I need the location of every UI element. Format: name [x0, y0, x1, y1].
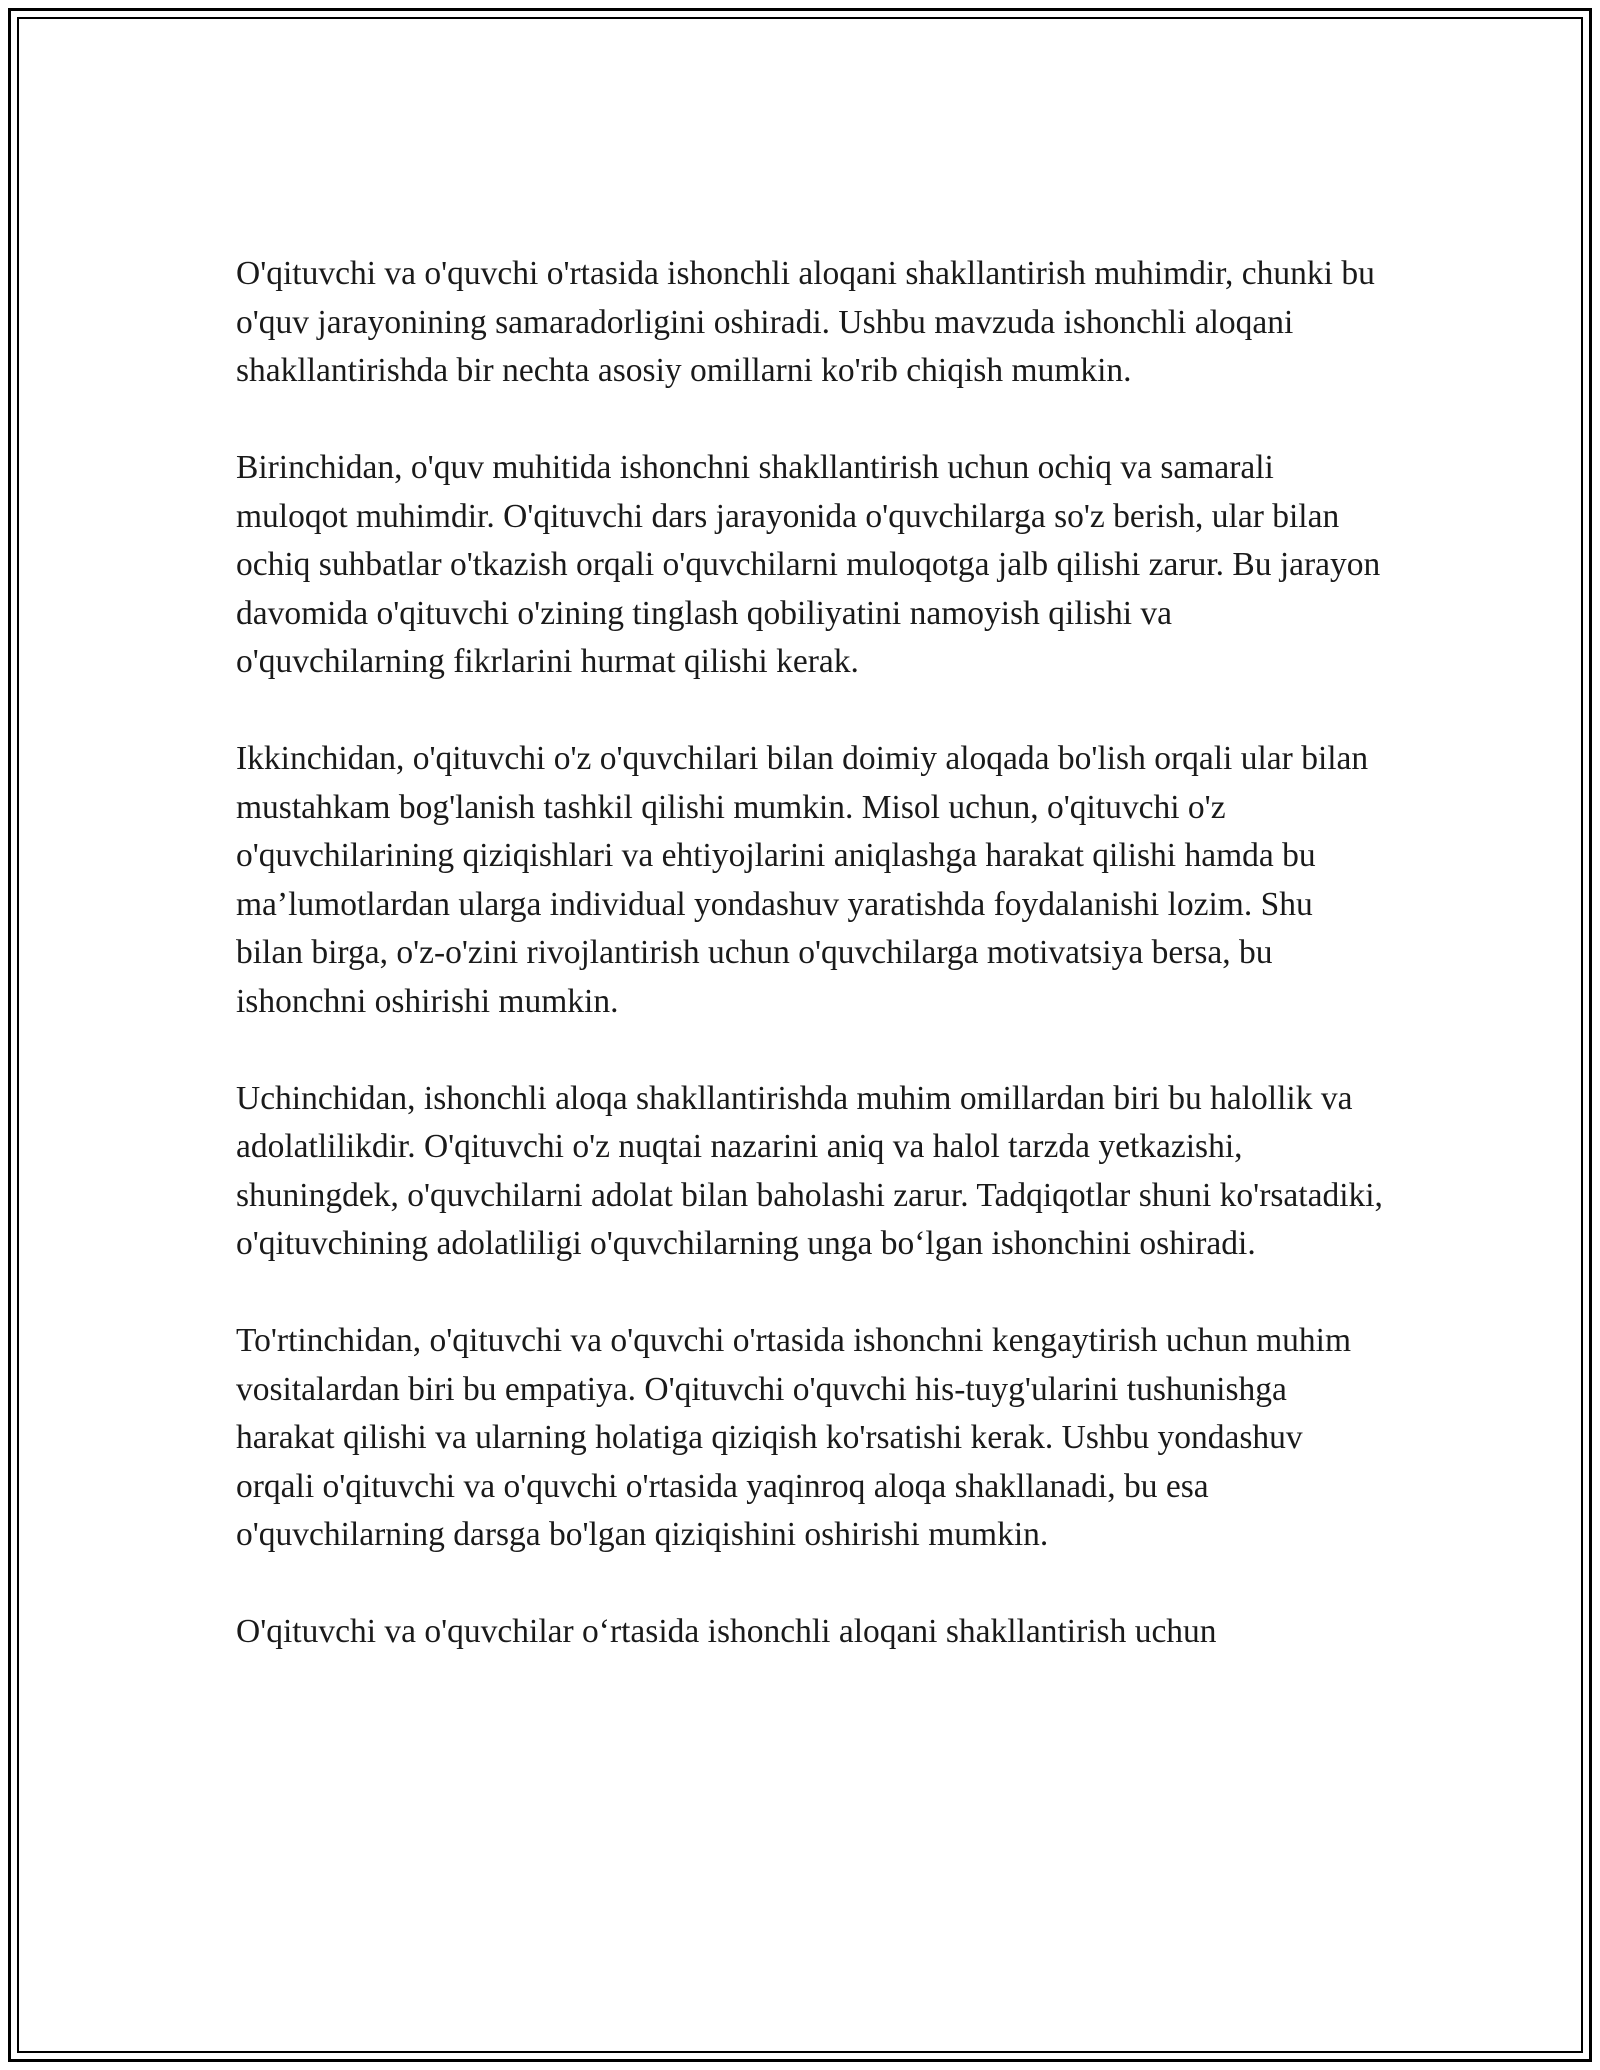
- paragraph-first: Birinchidan, o'quv muhitida ishonchni shakllantirish uchun ochiq va samarali muloqot muhimdir. O'qituvchi dars jarayonida o'quvchilarga so'z berish, ular bilan ochiq suhbatlar o'tkazish orqali o'quvchilarni muloqotga jalb qilishi zarur. Bu jarayon davomida o'qituvchi o'zining tinglash qobiliyatini namoyish qilishi va o'quvchilarning fikrlarini hurmat qilishi kerak.: [236, 449, 1381, 680]
- document-body: [236, 250, 1386, 1657]
- paragraph-conclusion: O'qituvchi va o'quvchilar o‘rtasida ishonchli aloqani shakllantirish uchun: [236, 1613, 1217, 1650]
- paragraph-third: Uchinchidan, ishonchli aloqa shakllantirishda muhim omillardan biri bu halollik va adolatlilikdir. O'qituvchi o'z nuqtai nazarini aniq va halol tarzda yetkazishi, shuningdek, o'quvchilarni adolat bilan baholashi zarur. Tadqiqotlar shuni ko'rsatadiki, o'qituvchining adolatliligi o'quvchilarning unga bo‘lgan ishonchini oshiradi.: [236, 1079, 1383, 1262]
- paragraph-second: Ikkinchidan, o'qituvchi o'z o'quvchilari bilan doimiy aloqada bo'lish orqali ular bilan mustahkam bog'lanish tashkil qilishi mumkin. Misol uchun, o'qituvchi o'z o'quvchilarining qiziqishlari va ehtiyojlarini aniqlashga harakat qilishi hamda bu ma’lumotlardan ularga individual yondashuv yaratishda foydalanishi lozim. Shu bilan birga, o'z-o'zini rivojlantirish uchun o'quvchilarga motivatsiya bersa, bu ishonchni oshirishi mumkin.: [236, 740, 1369, 1020]
- paragraph-intro: O'qituvchi va o'quvchi o'rtasida ishonchli aloqani shakllantirish muhimdir, chunki bu o'quv jarayonining samaradorligini oshiradi. Ushbu mavzuda ishonchli aloqani shakllantirishda bir nechta asosiy omillarni ko'rib chiqish mumkin.: [236, 255, 1375, 389]
- paragraph-fourth: To'rtinchidan, o'qituvchi va o'quvchi o'rtasida ishonchni kengaytirish uchun muhim vositalardan biri bu empatiya. O'qituvchi o'quvchi his-tuyg'ularini tushunishga harakat qilishi va ularning holatiga qiziqish ko'rsatishi kerak. Ushbu yondashuv orqali o'qituvchi va o'quvchi o'rtasida yaqinroq aloqa shakllanadi, bu esa o'quvchilarning darsga bo'lgan qiziqishini oshirishi mumkin.: [236, 1322, 1352, 1553]
